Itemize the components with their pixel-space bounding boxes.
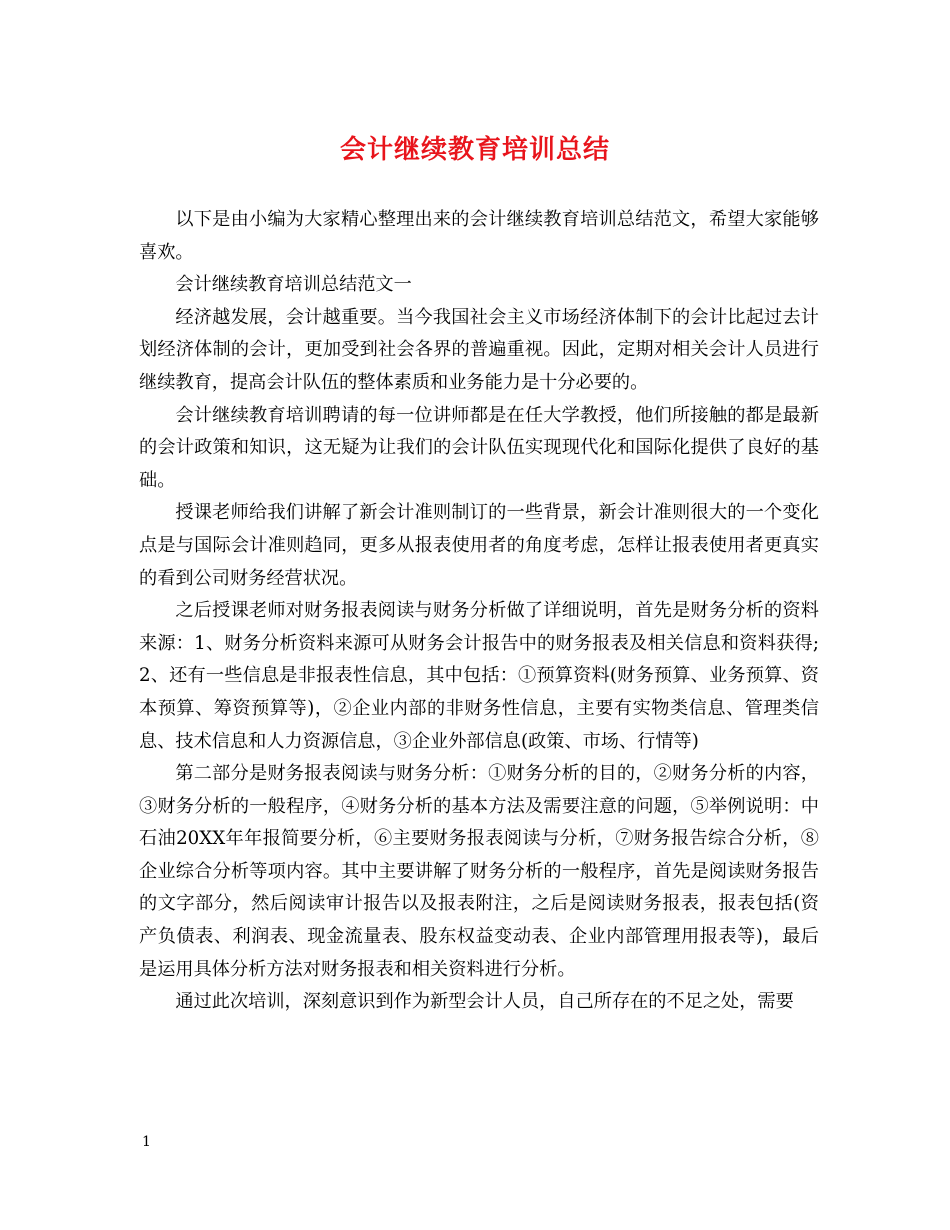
page-number: 1 [142, 1134, 151, 1150]
paragraph-conclusion: 通过此次培训，深刻意识到作为新型会计人员，自己所存在的不足之处，需要 [175, 991, 794, 1013]
paragraph-section-heading: 会计继续教育培训总结范文一 [175, 274, 412, 296]
paragraph-data-sources: 之后授课老师对财务报表阅读与财务分析做了详细说明，首先是财务分析的资料来源：1、财务分析资料来源可从财务会计报告中的财务报表及相关信息和资料获得;2、还有一些信息是非报表性信息，其中包括：①预算资料(财务预算、业务预算、资本预算、筹资预算等)，②企业内部的非财务性信息，主要有实物类信息、管理类信息、技术信息和人力资源信息，③企业外部信息(政策、市场、行情等) [139, 600, 819, 752]
paragraph-new-standards: 授课老师给我们讲解了新会计准则制订的一些背景，新会计准则很大的一个变化点是与国际会计准则趋同，更多从报表使用者的角度考虑，怎样让报表使用者更真实的看到公司财务经营状况。 [139, 502, 819, 589]
paragraph-lecturers: 会计继续教育培训聘请的每一位讲师都是在任大学教授，他们所接触的都是最新的会计政策和知识，这无疑为让我们的会计队伍实现现代化和国际化提供了良好的基础。 [139, 404, 819, 491]
document-body [139, 204, 819, 1019]
document-title: 会计继续教育培训总结 [339, 135, 610, 165]
paragraph-part-two: 第二部分是财务报表阅读与财务分析：①财务分析的目的，②财务分析的内容，③财务分析的一般程序，④财务分析的基本方法及需要注意的问题，⑤举例说明：中石油20XX年年报简要分析，⑥主要财务报表阅读与分析，⑦财务报告综合分析，⑧企业综合分析等项内容。其中主要讲解了财务分析的一般程序，首先是阅读财务报告的文字部分，然后阅读审计报告以及报表附注，之后是阅读财务报表，报表包括(资产负债表、利润表、现金流量表、股东权益变动表、企业内部管理用报表等)，最后是运用具体分析方法对财务报表和相关资料进行分析。 [139, 763, 819, 980]
paragraph-economy: 经济越发展，会计越重要。当今我国社会主义市场经济体制下的会计比起过去计划经济体制的会计，更加受到社会各界的普遍重视。因此，定期对相关会计人员进行继续教育，提高会计队伍的整体素质和业务能力是十分必要的。 [139, 306, 819, 393]
paragraph-intro: 以下是由小编为大家精心整理出来的会计继续教育培训总结范文，希望大家能够喜欢。 [139, 209, 819, 263]
